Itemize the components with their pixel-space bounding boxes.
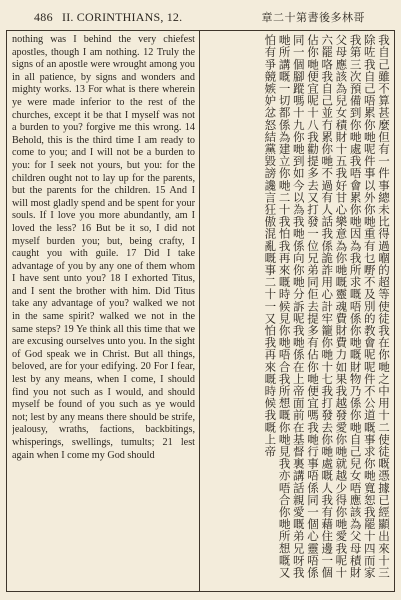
page-header (6, 6, 395, 28)
page-number: 486 (34, 10, 53, 24)
chinese-chapter-title: 章二十第書後多林哥 (261, 11, 365, 24)
book-title: II. CORINTHIANS, 12. (62, 10, 183, 24)
chinese-text: 我自己雖不算甚麼但有一件事總未比得過嗰的超等使徒我在你哋之中用十二使徒嘅憑據已經顯出來十三除咗我自己唔累你哋呢件事以外你哋重有乜嘢不及別的教會呢呢件不公道嘅事求你哋寬恕我罷十四而家我第三次預備到你哋處我唔會累你哋因為我所求嘅唔係你哋嘅財物乃係你哋自己兒女唔應該為父母積財父母應該為兒女積財十五我好甘心樂意為你哋嘅靈魂費財費力如果我越發愛你哋就越少得你哋愛我呢十六罷咯我自己並冇累你哋不過有人話我係詭詐用心計牢籠你哋十七我打發去你哋處嘅人我有藉住邊一個佔你哋便宜呢十八我勸提多去又打發一位兄弟同佢去提多有佔你哋便宜嗎我哋行事唔係同一個心靈唔係同一個腳蹤嗎十九你哋到如今以為我哋係向你哋分訴呢我哋係在上帝面前在基督裏講話親愛嘅弟兄呀我哋所講嘅一切都係為建立你哋二十我怕我再來嘅時候見你哋唔合我所想嘅你哋見我亦唔合你哋所想嘅又怕有爭競嫉妒忿怒結黨毀謗讒言狂傲混亂嘅事二十一又怕我再來嘅時候我嘅上帝 (263, 34, 391, 579)
english-column (12, 34, 195, 588)
chinese-column (203, 34, 391, 588)
column-divider (199, 30, 200, 592)
english-text: nothing was I behind the very chiefest apostles, though I am nothing. 12 Truly the signs of an apostle were wrought among you in all patience, by signs and wonders and mighty works. 13 For what is there wherein ye were made inferior to the rest of the churches, except it be that I myself was not a burden to you? forgive me this wrong. 14 Behold, this is the third time I am ready to come to you; and I will not be a burden to you: for I seek not yours, but you: for the children ought not to lay up for the parents, but the parents for the children. 15 And I will most gladly spend and be spent for your souls. If I love you more abundantly, am I loved the less? 16 But be it so, I did not myself burden you; but, being crafty, I caught you with guile. 17 Did I take advantage of you by any one of them whom I have sent unto you? 18 I exhorted Titus, and I sent the brother with him. Did Titus take any advantage of you? walked we not in the same spirit? walked we not in the same steps? 19 Ye think all this time that we are excusing ourselves unto you. In the sight of God speak we in Christ. But all things, beloved, are for your edifying. 20 For I fear, lest by any means, when I come, I should find you not such as I would, and should myself be found of you such as ye would not; lest by any means there should be strife, jealousy, wraths, factions, backbitings, whisperings, swellings, tumults; 21 lest again when I come my God should (12, 34, 195, 461)
